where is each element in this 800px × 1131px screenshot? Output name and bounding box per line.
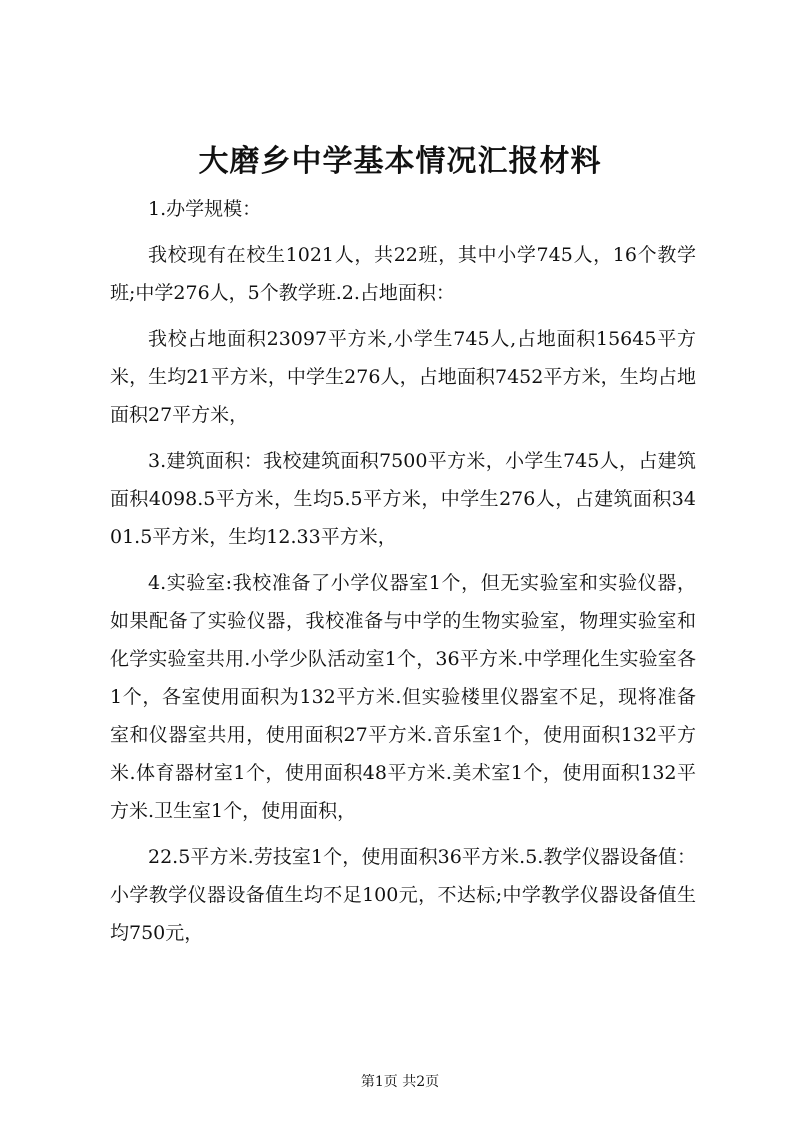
paragraph-building-area: 3.建筑面积：我校建筑面积7500平方米，小学生745人，占建筑面积4098.5平方米，生均5.5平方米，中学生276人，占建筑面积3401.5平方米，生均12.33平方米，	[110, 450, 696, 548]
paragraph-equipment-value: 22.5平方米.劳技室1个，使用面积36平方米.5.教学仪器设备值：小学教学仪器设备值生均不足100元，不达标;中学教学仪器设备值生均750元，	[110, 846, 696, 944]
paragraph-land-area: 我校占地面积23097平方米,小学生745人,占地面积15645平方米，生均21平方米，中学生276人，占地面积7452平方米，生均占地面积27平方米，	[110, 328, 696, 426]
document-body	[110, 190, 696, 960]
document-title: 大磨乡中学基本情况汇报材料	[198, 144, 602, 179]
paragraph-laboratories: 4.实验室:我校准备了小学仪器室1个，但无实验室和实验仪器，如果配备了实验仪器，我校准备与中学的生物实验室，物理实验室和化学实验室共用.小学少队活动室1个，36平方米.中学理化生实验室各1个，各室使用面积为132平方米.但实验楼里仪器室不足，现将准备室和仪器室共用，使用面积27平方米.音乐室1个，使用面积132平方米.体育器材室1个，使用面积48平方米.美术室1个，使用面积132平方米.卫生室1个，使用面积，	[110, 572, 696, 822]
page-number-footer: 第1页 共2页	[360, 1074, 440, 1090]
paragraph-school-scale-heading: 1.办学规模：	[148, 198, 262, 220]
paragraph-enrollment: 我校现有在校生1021人，共22班，其中小学745人，16个教学班;中学276人，5个教学班.2.占地面积：	[110, 244, 696, 304]
